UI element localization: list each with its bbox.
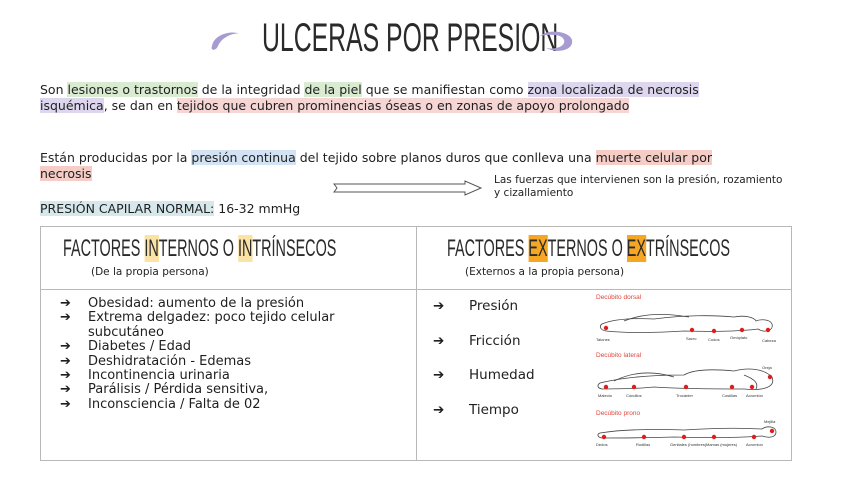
list-item (60, 340, 400, 354)
highlight: de la piel (304, 82, 362, 97)
arrow-bullet-icon: ➔ (60, 310, 71, 326)
text: de la integridad (197, 82, 305, 97)
arrow-bullet-icon: ➔ (60, 382, 71, 398)
text: TRÍNSECOS (645, 235, 730, 262)
text: Diabetes / Edad (88, 339, 192, 355)
arrow-bullet-icon: ➔ (60, 339, 71, 355)
text: Presión (469, 298, 519, 314)
label: Acromión (746, 393, 763, 398)
highlight: muerte celular por necrosis (40, 150, 713, 181)
list-item (60, 297, 400, 311)
label: Talones (596, 337, 610, 342)
title-row (0, 12, 848, 64)
page-title: ULCERAS POR PRESION (262, 16, 559, 60)
highlight: EX (528, 235, 548, 262)
supine-body-icon (600, 314, 772, 332)
arrow-bullet-icon: ➔ (60, 368, 71, 384)
external-factors-subheading: (Externos a la propia persona) (465, 266, 625, 278)
label: Costillas (722, 393, 738, 398)
text: TERNOS O (158, 235, 238, 262)
text: FACTORES (447, 235, 529, 262)
definition-paragraph (40, 82, 760, 113)
highlight: IN (237, 235, 253, 262)
highlight: zona localizada de necrosis isquémica (40, 82, 699, 113)
label: Oreja (762, 365, 772, 370)
internal-factors-list (60, 297, 400, 412)
internal-factors-heading (63, 235, 336, 263)
label: Mejilla (764, 419, 776, 424)
label: Maleolo (598, 393, 613, 398)
list-item (60, 369, 400, 383)
arrow-bullet-icon: ➔ (433, 298, 445, 314)
text: Extrema delgadez: poco tejido celular subcutáneo (88, 310, 335, 340)
text: Tiempo (469, 401, 519, 418)
highlight: presión continua (191, 150, 296, 165)
pressure-points-figure (594, 291, 784, 459)
text: TERNOS O (547, 235, 627, 262)
label: Mamas (mujeres) (706, 442, 738, 447)
left-swoosh-icon (206, 26, 246, 54)
text: Incontinencia urinaria (88, 368, 230, 384)
right-swoosh-icon (536, 26, 576, 56)
text: Parálisis / Pérdida sensitiva, (88, 382, 269, 398)
highlight: tejidos que cubren prominencias óseas o en zonas de apoyo prolongado (176, 97, 630, 113)
list-item (60, 355, 400, 369)
header-divider (41, 289, 791, 290)
list-item (433, 289, 583, 324)
arrow-bullet-icon: ➔ (433, 367, 445, 383)
label: Genitales (hombres) (670, 442, 707, 447)
text: Deshidratación - Edemas (88, 353, 252, 369)
text: Están producidas por la (40, 150, 192, 165)
text: Humedad (469, 367, 535, 383)
label: Trocánter (676, 393, 693, 398)
label: Acromion (746, 442, 763, 447)
text: FACTORES (63, 235, 145, 262)
list-item (433, 393, 583, 428)
highlight: EX (626, 235, 646, 262)
text: del tejido sobre planos duros que conlleva una (295, 150, 596, 165)
capillary-label: PRESIÓN CAPILAR NORMAL: (40, 201, 215, 216)
list-item (433, 358, 583, 393)
lateral-pressure-points (604, 375, 772, 389)
text: Fricción (469, 332, 521, 349)
capillary-value: 16-32 mmHg (214, 201, 301, 216)
arrow-bullet-icon: ➔ (433, 401, 445, 418)
text: que se manifiestan como (361, 82, 528, 97)
label: Sacro (686, 336, 697, 341)
highlight: lesiones o trastornos (67, 82, 198, 97)
list-item (433, 324, 583, 359)
list-item (60, 383, 400, 397)
list-item (60, 311, 400, 340)
external-factors-heading (447, 235, 730, 263)
supine-title: Decúbito dorsal (596, 294, 642, 301)
label: Cabeza (762, 338, 776, 343)
arrow-bullet-icon: ➔ (60, 353, 71, 369)
lateral-title: Decúbito lateral (596, 352, 642, 359)
label: Codos (708, 337, 720, 342)
label: Omóplato (730, 335, 748, 340)
prone-title: Decúbito prono (596, 410, 641, 417)
arrow-bullet-icon: ➔ (60, 396, 71, 412)
label: Cóndilos (626, 393, 642, 398)
forces-note: Las fuerzas que intervienen son la presión, rozamiento y cizallamiento (494, 174, 783, 199)
capillary-pressure (40, 201, 760, 217)
text: Inconsciencia / Falta de 02 (88, 396, 261, 412)
label: Dedos (596, 442, 608, 447)
label: Rodillas (636, 442, 651, 447)
internal-factors-subheading: (De la propia persona) (91, 266, 209, 278)
list-item (60, 398, 400, 412)
arrow-bullet-icon: ➔ (433, 332, 445, 349)
highlight: IN (144, 235, 159, 262)
arrow-bullet-icon: ➔ (60, 296, 71, 311)
external-factors-list (433, 289, 583, 427)
text: TRÍNSECOS (252, 235, 337, 262)
column-divider (416, 227, 417, 460)
arrow-right-icon (333, 180, 483, 196)
factors-table (40, 226, 792, 461)
text: Obesidad: aumento de la presión (88, 296, 305, 311)
prone-body-icon (598, 427, 776, 438)
text: , se dan en (103, 97, 177, 113)
text: Son (40, 82, 68, 97)
